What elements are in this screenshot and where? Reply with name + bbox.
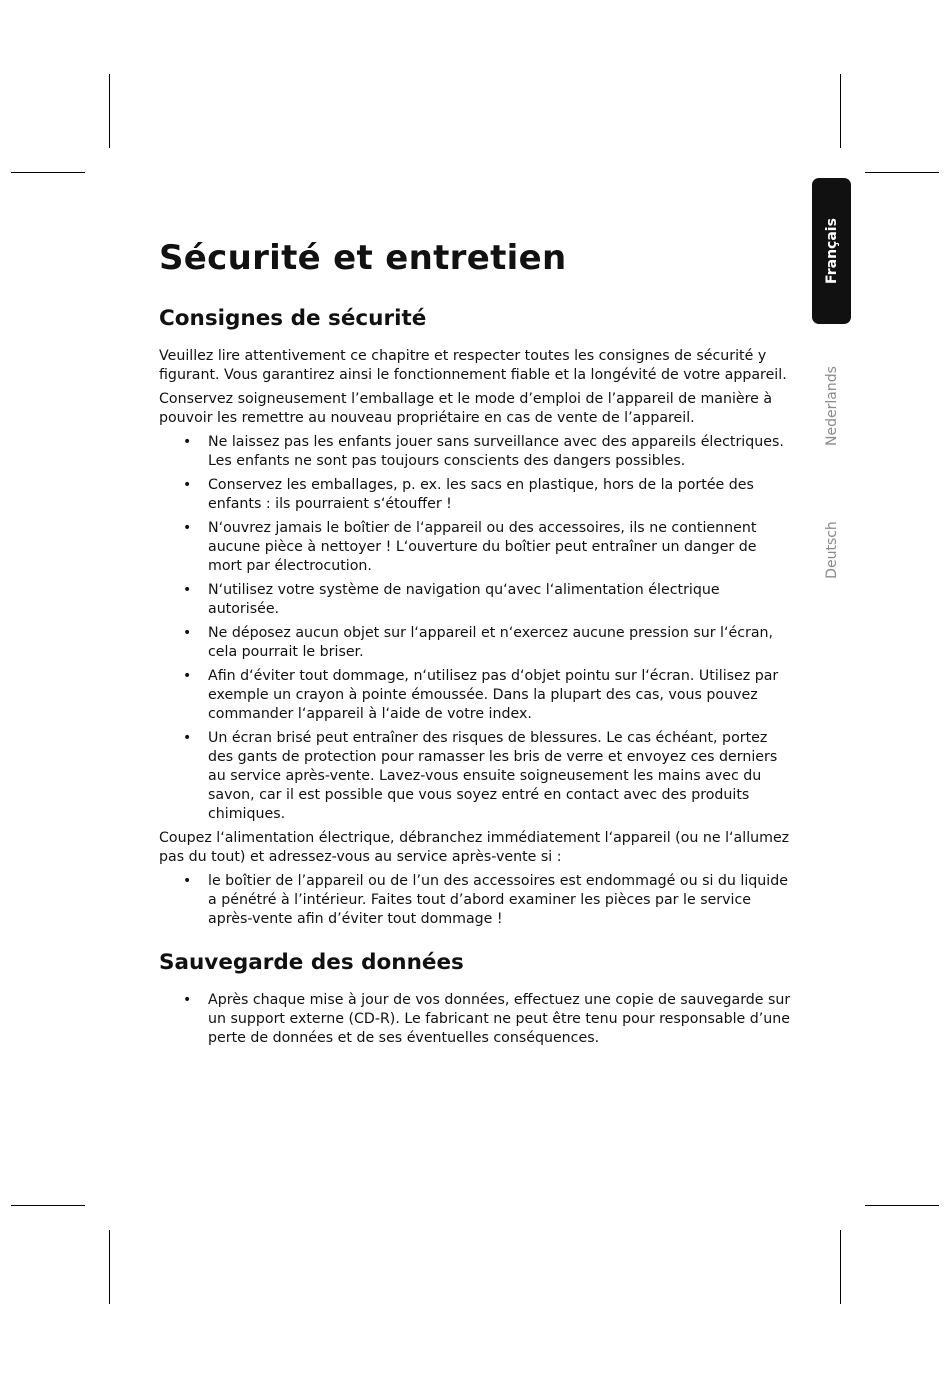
bullet-icon: •: [183, 519, 192, 536]
list-item: [159, 519, 791, 576]
list-item: [159, 667, 791, 724]
tab-label: Nederlands: [823, 366, 840, 446]
crop-mark: [11, 172, 85, 173]
tab-deutsch[interactable]: [812, 490, 851, 610]
backup-list: [159, 991, 791, 1048]
list-item-text: Après chaque mise à jour de vos données, effectuez une copie de sauvegarde sur un support externe (CD-R). Le fabricant ne peut être tenu pour responsable d’une perte de données et de ses éventuelles conséquences.: [208, 991, 791, 1046]
bullet-icon: •: [183, 991, 192, 1008]
list-item-text: Ne laissez pas les enfants jouer sans surveillance avec des appareils électriques. Les enfants ne sont pas toujours conscients des dangers possibles.: [208, 433, 784, 469]
page-content: [159, 232, 791, 1053]
crop-mark: [865, 172, 939, 173]
bullet-icon: •: [183, 433, 192, 450]
list-item-text: Ne déposez aucun objet sur l‘appareil et n‘exercez aucune pression sur l‘écran, cela pourrait le briser.: [208, 624, 774, 660]
crop-mark: [109, 1230, 110, 1304]
tab-label: Deutsch: [823, 521, 840, 579]
bullet-icon: •: [183, 476, 192, 493]
list-item-text: N‘ouvrez jamais le boîtier de l‘appareil ou des accessoires, ils ne contiennent aucune pièce à nettoyer ! L‘ouverture du boîtier peut entraîner un danger de mort par électrocution.: [208, 519, 757, 574]
section-heading-safety: Consignes de sécurité: [159, 305, 427, 331]
list-item: [159, 433, 791, 471]
list-item-text: Conservez les emballages, p. ex. les sacs en plastique, hors de la portée des enfants : ils pourraient s‘étouffer !: [208, 476, 754, 512]
paragraph: Coupez l‘alimentation électrique, débranchez immédiatement l‘appareil (ou ne l‘allumez pas du tout) et adressez-vous au service après-vente si :: [159, 829, 790, 865]
paragraph: Conservez soigneusement l’emballage et le mode d’emploi de l’appareil de manière à pouvoir les remettre au nouveau propriétaire en cas de vente de l’appareil.: [159, 390, 773, 426]
crop-mark: [11, 1205, 85, 1206]
paragraph: Veuillez lire attentivement ce chapitre et respecter toutes les consignes de sécurité y figurant. Vous garantirez ainsi le fonctionnement fiable et la longévité de votre appareil.: [159, 347, 787, 383]
tab-nederlands[interactable]: [812, 346, 851, 466]
section-heading-backup: Sauvegarde des données: [159, 949, 464, 975]
bullet-icon: •: [183, 872, 192, 889]
safety-list: [159, 433, 791, 824]
list-item-text: N‘utilisez votre système de navigation qu‘avec l‘alimentation électrique autorisée.: [208, 581, 720, 617]
tab-francais[interactable]: [812, 178, 851, 324]
page-title: Sécurité et entretien: [159, 238, 567, 278]
list-item-text: Un écran brisé peut entraîner des risques de blessures. Le cas échéant, portez des gants de protection pour ramasser les bris de verre et envoyez ces derniers au service après-vente. Lavez-vous ensuite soigneusement les mains avec du savon, car il est possible que vous soyez entré en contact avec des produits chimiques.: [208, 729, 778, 822]
list-item: [159, 476, 791, 514]
crop-mark: [865, 1205, 939, 1206]
tab-label: Français: [823, 218, 840, 284]
list-item: [159, 991, 791, 1048]
list-item: [159, 581, 791, 619]
service-list: [159, 872, 791, 929]
bullet-icon: •: [183, 667, 192, 684]
list-item: [159, 872, 791, 929]
bullet-icon: •: [183, 624, 192, 641]
crop-mark: [840, 74, 841, 148]
list-item-text: le boîtier de l’appareil ou de l’un des accessoires est endommagé ou si du liquide a pénétré à l’intérieur. Faites tout d’abord examiner les pièces par le service après-vente afin d’éviter tout dommage !: [208, 872, 788, 927]
list-item: [159, 624, 791, 662]
crop-mark: [109, 74, 110, 148]
bullet-icon: •: [183, 581, 192, 598]
list-item-text: Afin d‘éviter tout dommage, n‘utilisez pas d‘objet pointu sur l‘écran. Utilisez par exemple un crayon à pointe émoussée. Dans la plupart des cas, vous pouvez commander l‘appareil à l‘aide de votre index.: [208, 667, 779, 722]
bullet-icon: •: [183, 729, 192, 746]
list-item: [159, 729, 791, 824]
language-tabs: [812, 178, 851, 610]
crop-mark: [840, 1230, 841, 1304]
